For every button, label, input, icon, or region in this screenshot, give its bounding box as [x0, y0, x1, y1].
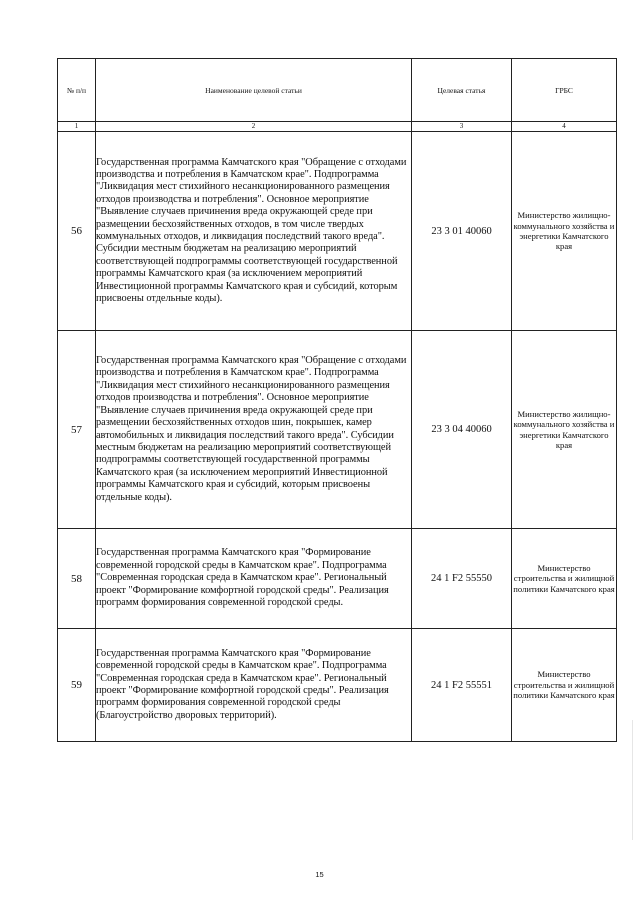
- row-grbs: Министерство строительства и жилищной политики Камчатского края: [512, 629, 617, 742]
- header-code: Целевая статья: [412, 59, 512, 122]
- row-name: Государственная программа Камчатского края "Формирование современной городской среды в Камчатском крае". Подпрограмма "Современная городская среда в Камчатском крае". Региональный проект "Формирование комфортной городской среды". Реализация программ формирования современной городской среды.: [96, 529, 412, 629]
- row-number: 58: [58, 529, 96, 629]
- column-number: 1: [58, 122, 96, 132]
- table-header-row: [58, 59, 617, 122]
- table-row: [58, 629, 617, 742]
- row-code: 24 1 F2 55550: [412, 529, 512, 629]
- table-row: [58, 529, 617, 629]
- row-grbs: Министерство строительства и жилищной политики Камчатского края: [512, 529, 617, 629]
- header-name: Наименование целевой статьи: [96, 59, 412, 122]
- page-number: 15: [315, 870, 324, 879]
- row-name: Государственная программа Камчатского края "Обращение с отходами производства и потребления в Камчатском крае". Подпрограмма "Ликвидация мест стихийного несанкционированного размещения отходов производства и потребления". Основное мероприятие "Выявление случаев причинения вреда окружающей среде при размещении бесхозяйственных отходов, в том числе твердых коммунальных отходов, и ликвидация последствий такого вреда". Субсидии местным бюджетам на реализацию мероприятий соответствующей подпрограммы соответствующей государственной программы Камчатского края (за исключением мероприятий Инвестиционной программы Камчатского края и субсидий, которым присвоены отдельные коды).: [96, 132, 412, 331]
- row-code: 23 3 04 40060: [412, 331, 512, 529]
- scan-edge-mark: [632, 720, 633, 840]
- row-grbs: Министерство жилищно-коммунального хозяйства и энергетики Камчатского края: [512, 132, 617, 331]
- row-code: 23 3 01 40060: [412, 132, 512, 331]
- header-grbs: ГРБС: [512, 59, 617, 122]
- row-name: Государственная программа Камчатского края "Формирование современной городской среды в Камчатском крае". Подпрограмма "Современная городская среда в Камчатском крае". Региональный проект "Формирование комфортной городской среды". Реализация программ формирования современной городской среды (Благоустройство дворовых территорий).: [96, 629, 412, 742]
- row-number: 57: [58, 331, 96, 529]
- column-number: 2: [96, 122, 412, 132]
- row-grbs: Министерство жилищно-коммунального хозяйства и энергетики Камчатского края: [512, 331, 617, 529]
- row-number: 56: [58, 132, 96, 331]
- column-number: 4: [512, 122, 617, 132]
- row-number: 59: [58, 629, 96, 742]
- header-number: № п/п: [58, 59, 96, 122]
- column-number: 3: [412, 122, 512, 132]
- table-row: [58, 132, 617, 331]
- row-name: Государственная программа Камчатского края "Обращение с отходами производства и потребления в Камчатском крае". Подпрограмма "Ликвидация мест стихийного несанкционированного размещения отходов производства и потребления". Основное мероприятие "Выявление случаев причинения вреда окружающей среде при размещении бесхозяйственных отходов шин, покрышек, камер автомобильных и ликвидация последствий такого вреда". Субсидии местным бюджетам на реализацию мероприятий соответствующей подпрограммы соответствующей государственной программы Камчатского края (за исключением мероприятий Инвестиционной программы Камчатского края и субсидий, которым присвоены отдельные коды).: [96, 331, 412, 529]
- budget-classification-table: [57, 58, 617, 742]
- row-code: 24 1 F2 55551: [412, 629, 512, 742]
- column-number-row: [58, 122, 617, 132]
- table-row: [58, 331, 617, 529]
